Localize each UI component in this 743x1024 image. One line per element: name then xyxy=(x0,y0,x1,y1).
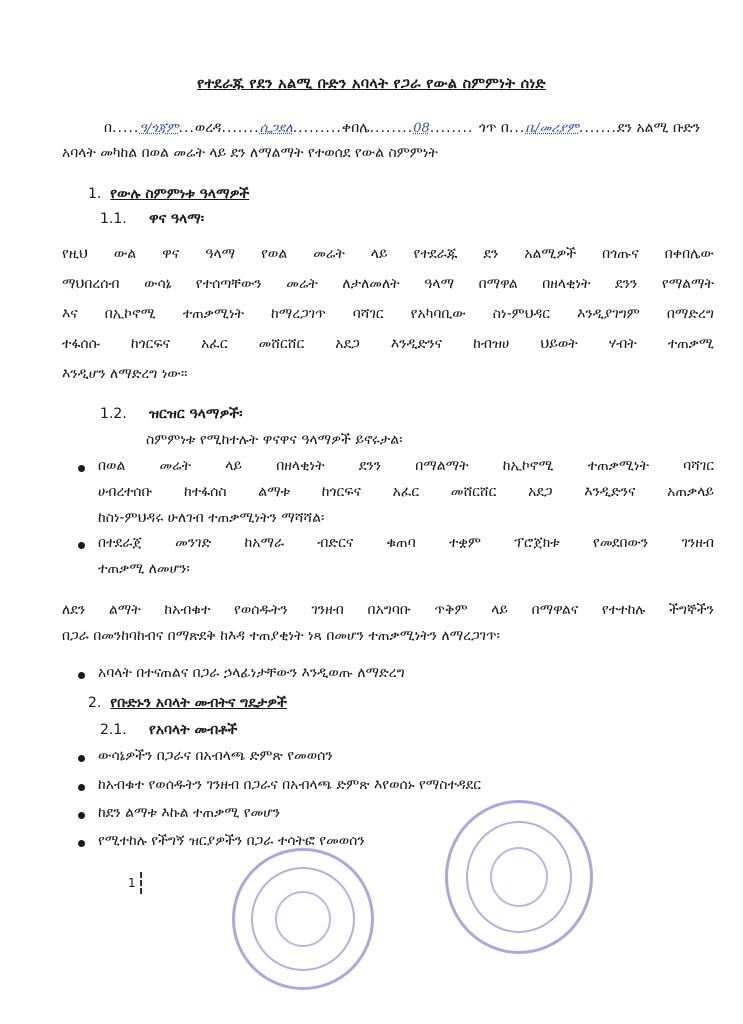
section-number: 1. xyxy=(88,186,102,202)
section-title: የውሉ ስምምነቱ ዓላማዎች xyxy=(110,186,250,202)
bullet-2-line: በተደራጀ መንገድ ከአማራ ብድርና ቁጠባ ተቋም ፕሮጀክቱ የመደበውን ገንዘብ xyxy=(98,535,714,551)
main-goal-line: ማህበረሰብ ውሳኔ የተሰጣቸውን መሬት ለታለመለት ዓላማ በማዋል በዘላቂነት ደንን የማልማት xyxy=(62,276,714,292)
zone-handwritten: ዓ/ጎጃም xyxy=(139,121,179,136)
intro-text: ወረዳ xyxy=(194,120,222,136)
main-goal-line: ተፋሰሱ ከጎርፍና አፈር መሸርሸር አደጋ እንዲድንና ከብዝሀ ህይወት ሃብት ተጠቃሚ xyxy=(62,336,714,352)
section-2-heading xyxy=(88,695,287,711)
detailed-goals-intro: ስምምነቱ የሚከተሉት ዋናዋና ዓላማዎች ይኖሩታል፡ xyxy=(146,432,403,448)
subsection-number: 2.1. xyxy=(100,722,127,738)
subsection-title: ዋና ዓላማ፡ xyxy=(148,211,205,227)
intro-line-2: አባላት መካከል በወል መሬት ላይ ደን ለማልማት የተወሰደ የውል ስምምነት xyxy=(62,145,438,161)
intro-text: በ xyxy=(104,120,113,136)
stamp-ring xyxy=(490,847,548,907)
woreda-handwritten: ሲጋደለ xyxy=(259,121,293,136)
subsection-1-2-heading xyxy=(100,406,242,422)
intro-text: ደን አልሚ ቡድን xyxy=(617,120,701,136)
subsection-title: ዝርዝር ዓላማዎች፡ xyxy=(148,406,243,422)
bullet-icon xyxy=(78,840,85,847)
bullet-icon xyxy=(78,784,85,791)
section-number: 2. xyxy=(88,695,102,711)
paragraph-line: በጋራ በመንከባከብና በማጽደቅ ከእዳ ተጠያቂነት ነጻ በመሆን ተጠቃሚነትን ለማረጋገጥ፡ xyxy=(62,628,500,644)
bullet-1-line: ሀብረተሰቡ ከተፋሰስ ልማቱ ከጎርፍና አፈር መሸርሸር አደጋ እንዲድንና አጠቃላይ xyxy=(98,484,714,500)
paragraph-line: ለደን ልማት ከአብቁተ የወሰዱትን ገንዘብ በአግባቡ ጥቅም ላይ በማዋልና የተተከሉ ችግኞችን xyxy=(62,602,714,618)
bullet-1-line: በወል መሬት ላይ በዘላቂነት ደንን በማልማት ከኢኮኖሚ ተጠቃሚነት ባሻገር xyxy=(98,458,714,474)
bullet-3-line: አባላት በተናጠልና በጋራ ኃላፊነታቸውን እንዲወጡ ለማድረግ xyxy=(98,665,405,681)
section-title: የቡድኑን አባላት መብትና ግዴታዎች xyxy=(110,695,287,711)
section-1-heading xyxy=(88,186,249,202)
bullet-icon xyxy=(78,672,85,679)
bullet-1-line: ከስነ-ምህዳሩ ሁለገብ ተጠቃሚነትን ማሻሻል፡ xyxy=(98,510,325,526)
margin-mark xyxy=(140,872,144,894)
subsection-number: 1.1. xyxy=(100,211,127,227)
page-number: 1 xyxy=(128,876,136,890)
official-stamp-2 xyxy=(445,800,593,954)
official-stamp-1 xyxy=(232,848,374,990)
document-title: የተደራጁ የደን አልሚ ቡድን አባላት የጋራ የውል ስምምነት ሰነድ xyxy=(197,76,546,92)
bullet-2-line: ተጠቃሚ ለመሆን፡ xyxy=(98,561,190,577)
kebele-handwritten: 08 xyxy=(413,121,430,136)
got-handwritten: ቤ/መሪያም xyxy=(525,121,579,136)
intro-text: ጎጥ በ xyxy=(478,120,509,136)
subsection-1-1-heading xyxy=(100,211,204,227)
rights-item: የሚተከሉ የችግኝ ዝርያዎችን በጋራ ተሳትፎ የመወሰን xyxy=(98,833,365,849)
subsection-2-1-heading xyxy=(100,722,237,738)
rights-item: ውሳኔዎችን በጋራና በአብላጫ ድምጽ የመወሰን xyxy=(98,748,333,764)
intro-line-1: በ.....ዓ/ጎጃም...ወረዳ.......ሲጋደለ.........ቀበሌ........08........ ጎጥ በ...ቤ/መሪያም.......ደን አልሚ ቡድን xyxy=(104,120,701,136)
subsection-title: የአባላት መብቶች xyxy=(148,722,238,738)
bullet-icon xyxy=(78,755,85,762)
bullet-icon xyxy=(78,812,85,819)
main-goal-line-last: እንዲሆን ለማድረግ ነው፡፡ xyxy=(62,366,188,382)
stamp-ring xyxy=(275,891,331,947)
bullet-icon xyxy=(78,542,85,549)
intro-text: ቀበሌ xyxy=(341,120,370,136)
main-goal-line: እና በኢኮኖሚ ተጠቃሚነት ከማረጋገጥ ባሻገር የአካባቢው ስነ-ምህዳር እንዲያገግም በማድረግ xyxy=(62,306,714,322)
subsection-number: 1.2. xyxy=(100,406,127,422)
bullet-icon xyxy=(78,465,85,472)
rights-item: ከደን ልማቱ እኩል ተጠቃሚ የመሆን xyxy=(98,805,281,821)
main-goal-line: የዚህ ውል ዋና ዓላማ የወል መሬት ላይ የተደራጁ ደን አልሚዎች በጎጡና በቀበሌው xyxy=(62,246,714,262)
rights-item: ከአብቁተ የወሰዱትን ገንዘብ በጋራና በአብላጫ ድምጽ እየወሰኑ የማስተዳደር xyxy=(98,777,482,793)
